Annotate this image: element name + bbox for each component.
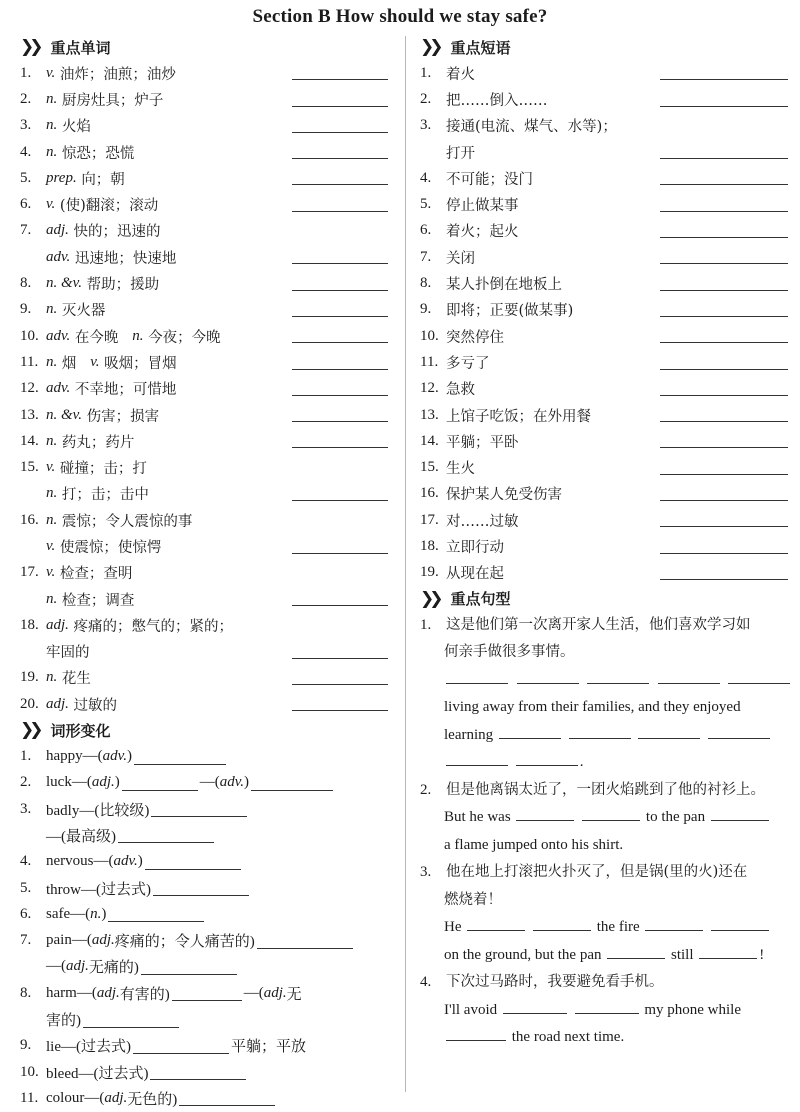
sentence-row: 1. 这是他们第一次离开家人生活，他们喜欢学习如	[420, 616, 751, 633]
vocab-row: adv. 迅速地；快速地	[20, 244, 395, 270]
vocab-section-header: ❯❯ 重点单词	[20, 37, 111, 57]
phrase-row: 6. 着火；起火	[420, 218, 790, 244]
form-row: 5. throw—(过去式)	[20, 875, 395, 901]
phrase-row: 13. 上馆子吃饭；在外用餐	[420, 402, 790, 428]
answer-blank[interactable]	[660, 342, 788, 343]
answer-blank[interactable]	[292, 263, 388, 264]
answer-blank[interactable]	[150, 1064, 246, 1080]
answer-blank[interactable]	[660, 316, 788, 317]
vocab-row: 12. adv. 不幸地；可惜地	[20, 376, 395, 402]
answer-blank[interactable]	[292, 290, 388, 291]
double-chevron-icon: ❯❯	[20, 720, 39, 741]
answer-blank[interactable]	[122, 775, 198, 791]
answer-blank[interactable]	[517, 668, 579, 684]
phrase-row: 3. 接通(电流、煤气、水等)；	[420, 117, 617, 136]
answer-blank[interactable]	[587, 668, 649, 684]
answer-blank[interactable]	[292, 342, 388, 343]
phrase-row: 10. 突然停住	[420, 323, 790, 349]
form-row: 害的)	[20, 1006, 395, 1032]
vocab-row: n. 打；击；击中	[20, 481, 395, 507]
vocab-row: 18. adj. 疼痛的；憋气的；紧的；	[20, 616, 234, 635]
phrase-row: 18. 立即行动	[420, 533, 790, 559]
vocab-row: n. 检查；调查	[20, 586, 395, 612]
answer-blank[interactable]	[292, 106, 388, 107]
answer-blank[interactable]	[660, 553, 788, 554]
answer-blank[interactable]	[172, 985, 242, 1001]
vocab-row: 1. v. 油炸；油煎；油炒	[20, 60, 395, 86]
phrase-row: 14. 平躺；平卧	[420, 428, 790, 454]
phrase-row: 打开	[420, 139, 790, 165]
form-row: —(最高级)	[20, 822, 395, 848]
form-row: —( adj. 无痛的)	[20, 954, 395, 980]
sentence-section-header: ❯❯ 重点句型	[420, 588, 511, 609]
phrase-row: 7. 关闭	[420, 244, 790, 270]
sentence-row: I'll avoid my phone while	[420, 997, 790, 1025]
vocab-row: v. 使震惊；使惊愕	[20, 533, 395, 559]
answer-blank[interactable]	[660, 184, 788, 185]
answer-blank[interactable]	[292, 658, 388, 659]
answer-blank[interactable]	[292, 605, 388, 606]
answer-blank[interactable]	[660, 263, 788, 264]
double-chevron-icon: ❯❯	[20, 37, 39, 57]
answer-blank[interactable]	[645, 915, 703, 931]
sentence-patterns	[420, 612, 790, 1052]
answer-blank[interactable]	[467, 915, 525, 931]
form-row: 10. bleed—(过去式)	[20, 1059, 395, 1085]
sentence-row: living away from their families, and they enjoyed	[444, 699, 741, 716]
answer-blank[interactable]	[292, 132, 388, 133]
form-row: 9. lie—(过去式) 平躺；平放	[20, 1037, 306, 1056]
sentence-row: But he was to the pan	[420, 804, 790, 832]
answer-blank[interactable]	[660, 500, 788, 501]
phrase-row: 16. 保护某人免受伤害	[420, 481, 790, 507]
phrase-list	[420, 60, 790, 586]
answer-blank[interactable]	[638, 723, 700, 739]
answer-blank[interactable]	[292, 553, 388, 554]
form-row: 7. pain—( adj. 疼痛的；令人痛苦的)	[20, 928, 395, 954]
answer-blank[interactable]	[660, 369, 788, 370]
sentence-row: .	[420, 749, 790, 777]
phrase-row: 1. 着火	[420, 60, 790, 86]
phrase-row: 19. 从现在起	[420, 560, 790, 586]
form-row: 3. badly—(比较级)	[20, 796, 395, 822]
phrase-row: 15. 生火	[420, 454, 790, 480]
answer-blank[interactable]	[179, 1090, 275, 1106]
answer-blank[interactable]	[660, 447, 788, 448]
answer-blank[interactable]	[134, 749, 226, 765]
sentence-row: 4. 下次过马路时，我要避免看手机。	[420, 974, 664, 991]
phrase-row: 2. 把……倒入……	[420, 86, 790, 112]
answer-blank[interactable]	[660, 395, 788, 396]
sentence-row: learning	[420, 722, 790, 750]
answer-blank[interactable]	[292, 395, 388, 396]
answer-blank[interactable]	[658, 668, 720, 684]
phrase-section-header: ❯❯ 重点短语	[420, 37, 511, 57]
answer-blank[interactable]	[711, 915, 769, 931]
answer-blank[interactable]	[607, 943, 665, 959]
form-row: 8. harm—( adj. 有害的) —( adj. 无	[20, 984, 302, 1003]
answer-blank[interactable]	[257, 933, 353, 949]
phrase-row: 9. 即将；正要(做某事)	[420, 297, 790, 323]
double-chevron-icon: ❯❯	[420, 37, 439, 57]
sentence-row: a flame jumped onto his shirt.	[444, 836, 624, 853]
answer-blank[interactable]	[516, 750, 578, 766]
vocab-row: 16. n. 震惊；令人震惊的事	[20, 511, 193, 530]
answer-blank[interactable]	[660, 158, 788, 159]
answer-blank[interactable]	[516, 805, 574, 821]
answer-blank[interactable]	[660, 211, 788, 212]
answer-blank[interactable]	[660, 421, 788, 422]
answer-blank[interactable]	[708, 723, 770, 739]
answer-blank[interactable]	[660, 237, 788, 238]
answer-blank[interactable]	[660, 474, 788, 475]
double-chevron-icon: ❯❯	[420, 588, 439, 609]
sentence-row: the road next time.	[420, 1024, 790, 1052]
page-title: Section B How should we stay safe?	[252, 6, 548, 27]
forms-section-header: ❯❯ 词形变化	[20, 720, 111, 741]
answer-blank[interactable]	[118, 827, 214, 843]
answer-blank[interactable]	[141, 959, 237, 975]
answer-blank[interactable]	[575, 998, 639, 1014]
answer-blank[interactable]	[711, 805, 769, 821]
vocab-row: 6. v. (使)翻滚；滚动	[20, 191, 395, 217]
left-column	[20, 34, 395, 1112]
vocab-row: 3. n. 火焰	[20, 113, 395, 139]
form-row: 1. happy—( adv. )	[20, 743, 395, 769]
phrase-row: 17. 对……过敏	[420, 507, 790, 533]
phrase-row: 8. 某人扑倒在地板上	[420, 270, 790, 296]
answer-blank[interactable]	[660, 106, 788, 107]
answer-blank[interactable]	[108, 906, 204, 922]
form-row: 6. safe—( n. )	[20, 901, 395, 927]
word-forms-list	[20, 743, 395, 1111]
vocab-row: 19. n. 花生	[20, 665, 395, 691]
sentence-row: 何亲手做很多事情。	[444, 644, 575, 661]
answer-blank[interactable]	[292, 421, 388, 422]
column-divider	[405, 36, 406, 1092]
answer-blank[interactable]	[151, 801, 247, 817]
phrase-row: 11. 多亏了	[420, 349, 790, 375]
vocab-row: 10. adv. 在今晚 n. 今夜；今晚	[20, 323, 395, 349]
answer-blank[interactable]	[292, 500, 388, 501]
answer-blank[interactable]	[292, 184, 388, 185]
answer-blank[interactable]	[292, 369, 388, 370]
sentence-row	[420, 667, 790, 695]
answer-blank[interactable]	[292, 684, 388, 685]
answer-blank[interactable]	[292, 158, 388, 159]
answer-blank[interactable]	[660, 290, 788, 291]
phrase-row: 4. 不可能；没门	[420, 165, 790, 191]
answer-blank[interactable]	[133, 1038, 229, 1054]
phrase-row: 5. 停止做某事	[420, 191, 790, 217]
vocab-row: 5. prep. 向；朝	[20, 165, 395, 191]
answer-blank[interactable]	[292, 710, 388, 711]
answer-blank[interactable]	[446, 1025, 506, 1041]
answer-blank[interactable]	[292, 316, 388, 317]
sentence-row: 2. 但是他离锅太近了，一团火焰跳到了他的衬衫上。	[420, 781, 765, 798]
answer-blank[interactable]	[728, 668, 790, 684]
sentence-row: He the fire	[420, 914, 790, 942]
answer-blank[interactable]	[660, 526, 788, 527]
answer-blank[interactable]	[83, 1012, 179, 1028]
answer-blank[interactable]	[660, 79, 788, 80]
vocab-row: 2. n. 厨房灶具；炉子	[20, 86, 395, 112]
sentence-row: on the ground, but the pan still !	[420, 942, 790, 970]
vocab-row: 17. v. 检查；查明	[20, 564, 133, 583]
answer-blank[interactable]	[533, 915, 591, 931]
answer-blank[interactable]	[292, 79, 388, 80]
answer-blank[interactable]	[699, 943, 757, 959]
sentence-row: 燃烧着！	[444, 891, 502, 908]
answer-blank[interactable]	[145, 854, 241, 870]
vocab-row: 11. n. 烟 v. 吸烟；冒烟	[20, 349, 395, 375]
vocab-row: 15. v. 碰撞；击；打	[20, 459, 147, 478]
form-row: 2. luck—( adj. ) —( adv. )	[20, 770, 395, 796]
vocab-row: 20. adj. 过敏的	[20, 691, 395, 717]
answer-blank[interactable]	[503, 998, 567, 1014]
answer-blank[interactable]	[499, 723, 561, 739]
answer-blank[interactable]	[582, 805, 640, 821]
form-row: 11. colour—( adj. 无色的)	[20, 1085, 395, 1111]
vocab-row: 9. n. 灭火器	[20, 297, 395, 323]
vocab-row: 14. n. 药丸；药片	[20, 428, 395, 454]
answer-blank[interactable]	[569, 723, 631, 739]
answer-blank[interactable]	[251, 775, 333, 791]
sentence-row: 3. 他在地上打滚把火扑灭了，但是锅(里的火)还在	[420, 864, 748, 881]
answer-blank[interactable]	[292, 211, 388, 212]
answer-blank[interactable]	[660, 579, 788, 580]
form-row: 4. nervous—( adv. )	[20, 849, 395, 875]
vocab-row: 7. adj. 快的；迅速的	[20, 222, 161, 241]
vocab-row: 4. n. 惊恐；恐慌	[20, 139, 395, 165]
answer-blank[interactable]	[446, 668, 508, 684]
answer-blank[interactable]	[446, 750, 508, 766]
vocab-list	[20, 60, 395, 717]
vocab-row: 13. n. &v. 伤害；损害	[20, 402, 395, 428]
vocab-row: 8. n. &v. 帮助；援助	[20, 270, 395, 296]
phrase-row: 12. 急救	[420, 376, 790, 402]
vocab-row: 牢固的	[20, 639, 395, 665]
answer-blank[interactable]	[292, 447, 388, 448]
answer-blank[interactable]	[153, 880, 249, 896]
right-column	[420, 34, 790, 1052]
